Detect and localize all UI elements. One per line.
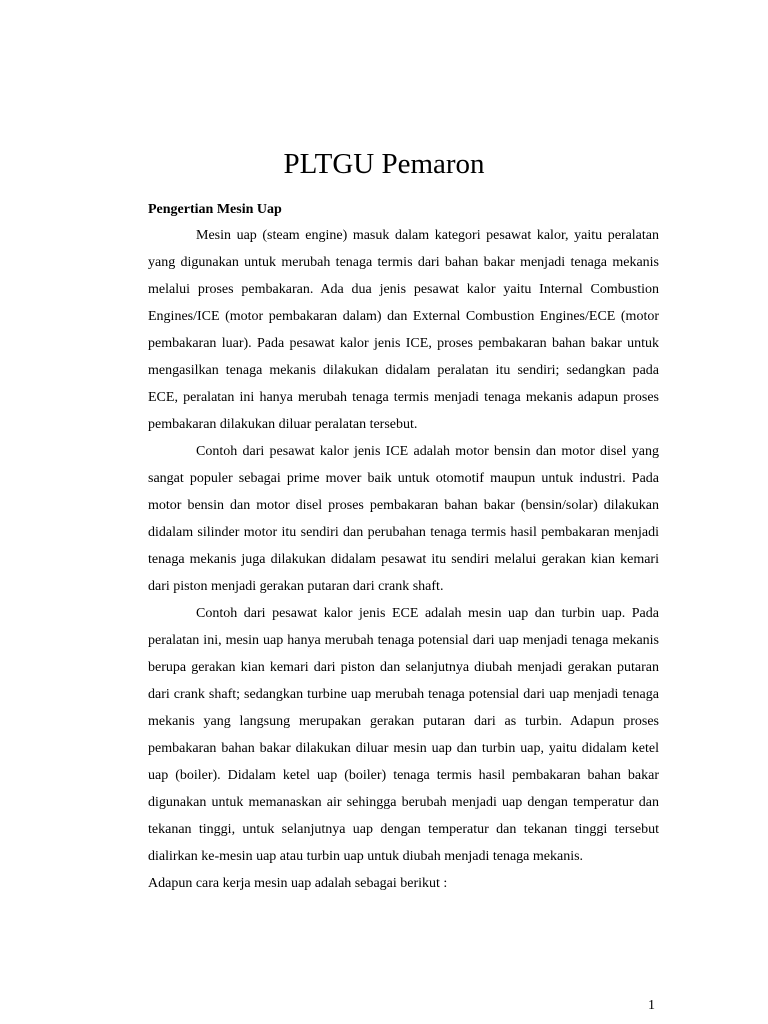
paragraph-3: Contoh dari pesawat kalor jenis ECE adalah mesin uap dan turbin uap. Pada peralatan ini, mesin uap hanya merubah tenaga potensial dari uap menjadi tenaga mekanis berupa gerakan kian kemari dari piston dan selanjutnya diubah menjadi gerakan putaran dari crank shaft; sedangkan turbine uap merubah tenaga potensial dari uap menjadi tenaga mekanis yang langsung merupakan gerakan putaran dari as turbin. Adapun proses pembakaran bahan bakar dilakukan diluar mesin uap dan turbin uap, yaitu didalam ketel uap (boiler). Didalam ketel uap (boiler) tenaga termis hasil pembakaran bahan bakar digunakan untuk memanaskan air sehingga berubah menjadi uap dengan temperatur dan tekanan tinggi, untuk selanjutnya uap dengan temperatur dan tekanan tinggi tersebut dialirkan ke-mesin uap atau turbin uap untuk diubah menjadi tenaga mekanis. [148, 606, 659, 864]
page-number: 1 [648, 998, 655, 1013]
closing-line: Adapun cara kerja mesin uap adalah sebagai berikut : [148, 876, 448, 891]
paragraph-2: Contoh dari pesawat kalor jenis ICE adalah motor bensin dan motor disel yang sangat populer sebagai prime mover baik untuk otomotif maupun untuk industri. Pada motor bensin dan motor disel proses pembakaran bahan bakar (bensin/solar) dilakukan didalam silinder motor itu sendiri dan perubahan tenaga termis hasil pembakaran menjadi tenaga mekanis juga dilakukan didalam pesawat itu sendiri melalui gerakan kian kemari dari piston menjadi gerakan putaran dari crank shaft. [148, 444, 659, 594]
section-heading: Pengertian Mesin Uap [148, 202, 282, 217]
body-text [148, 222, 659, 897]
paragraph-1: Mesin uap (steam engine) masuk dalam kategori pesawat kalor, yaitu peralatan yang digunakan untuk merubah tenaga termis dari bahan bakar menjadi tenaga mekanis melalui proses pembakaran. Ada dua jenis pesawat kalor yaitu Internal Combustion Engines/ICE (motor pembakaran dalam) dan External Combustion Engines/ECE (motor pembakaran luar). Pada pesawat kalor jenis ICE, proses pembakaran bahan bakar untuk mengasilkan tenaga mekanis dilakukan didalam peralatan itu sendiri; sedangkan pada ECE, peralatan ini hanya merubah tenaga termis menjadi tenaga mekanis adapun proses pembakaran dilakukan diluar peralatan tersebut. [148, 228, 659, 432]
page-title: PLTGU Pemaron [283, 148, 485, 180]
